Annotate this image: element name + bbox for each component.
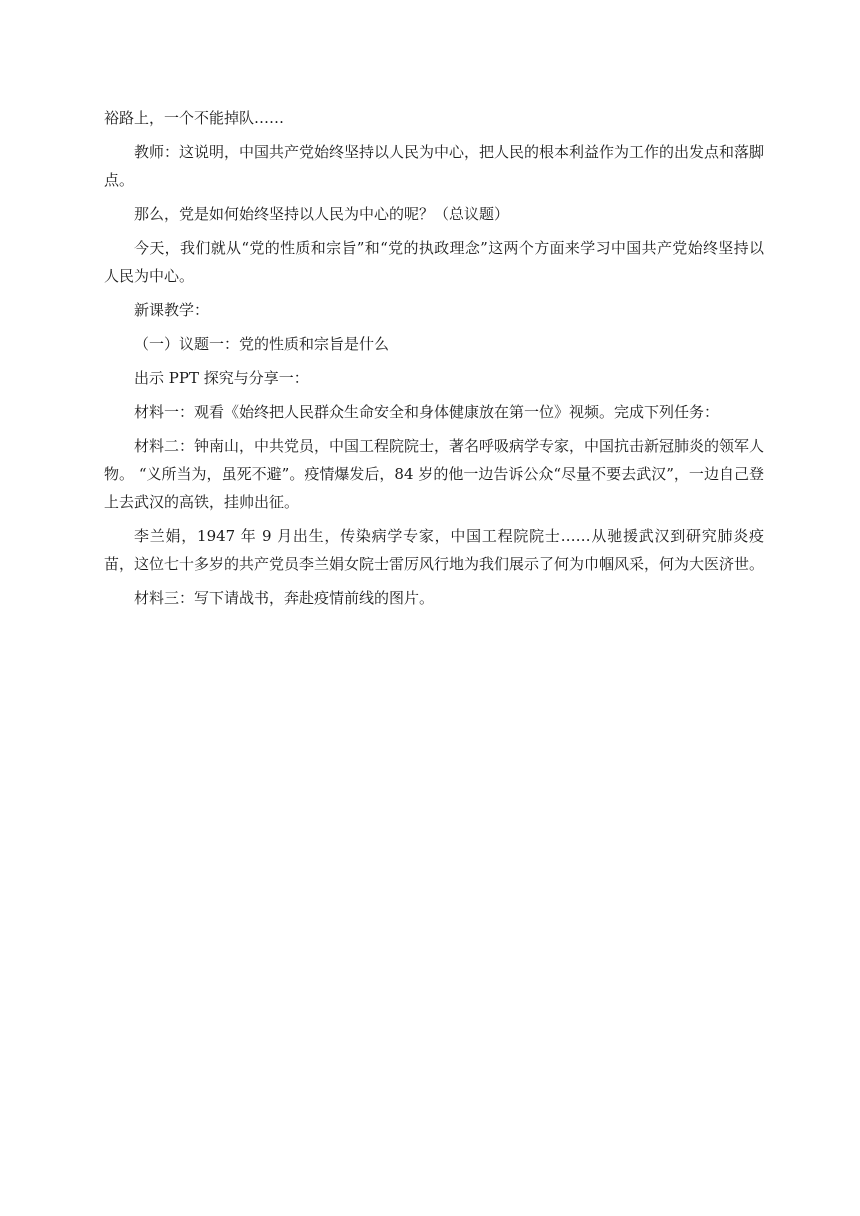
paragraph-material-two: 材料二：钟南山，中共党员，中国工程院院士，著名呼吸病学专家，中国抗击新冠肺炎的领军人物。 “义所当为，虽死不避”。疫情爆发后，84 岁的他一边告诉公众“尽量不要去武汉”，一边自己登上去武汉的高铁，挂帅出征。 [104,437,765,511]
paragraph-material-one: 材料一：观看《始终把人民群众生命安全和身体健康放在第一位》视频。完成下列任务： [134,403,720,421]
paragraph-teacher-remark: 教师：这说明，中国共产党始终坚持以人民为中心，把人民的根本利益作为工作的出发点和落脚点。 [104,143,765,189]
paragraph-continuation: 裕路上，一个不能掉队…… [104,109,285,127]
paragraph-main-question: 那么，党是如何始终坚持以人民为中心的呢？（总议题） [134,205,510,223]
paragraph-new-lesson: 新课教学： [134,301,210,319]
document-body [104,104,764,618]
paragraph-li-lanjuan: 李兰娟，1947 年 9 月出生，传染病学专家，中国工程院院士……从驰援武汉到研究肺炎疫苗，这位七十多岁的共产党员李兰娟女院士雷厉风行地为我们展示了何为巾帼风采，何为大医济世。 [104,527,765,573]
paragraph-ppt-share: 出示 PPT 探究与分享一： [134,369,309,387]
paragraph-topic-one: （一）议题一：党的性质和宗旨是什么 [134,335,390,353]
paragraph-today-intro: 今天，我们就从“党的性质和宗旨”和“党的执政理念”这两个方面来学习中国共产党始终坚持以人民为中心。 [104,239,764,285]
paragraph-material-three: 材料三：写下请战书，奔赴疫情前线的图片。 [134,589,435,607]
